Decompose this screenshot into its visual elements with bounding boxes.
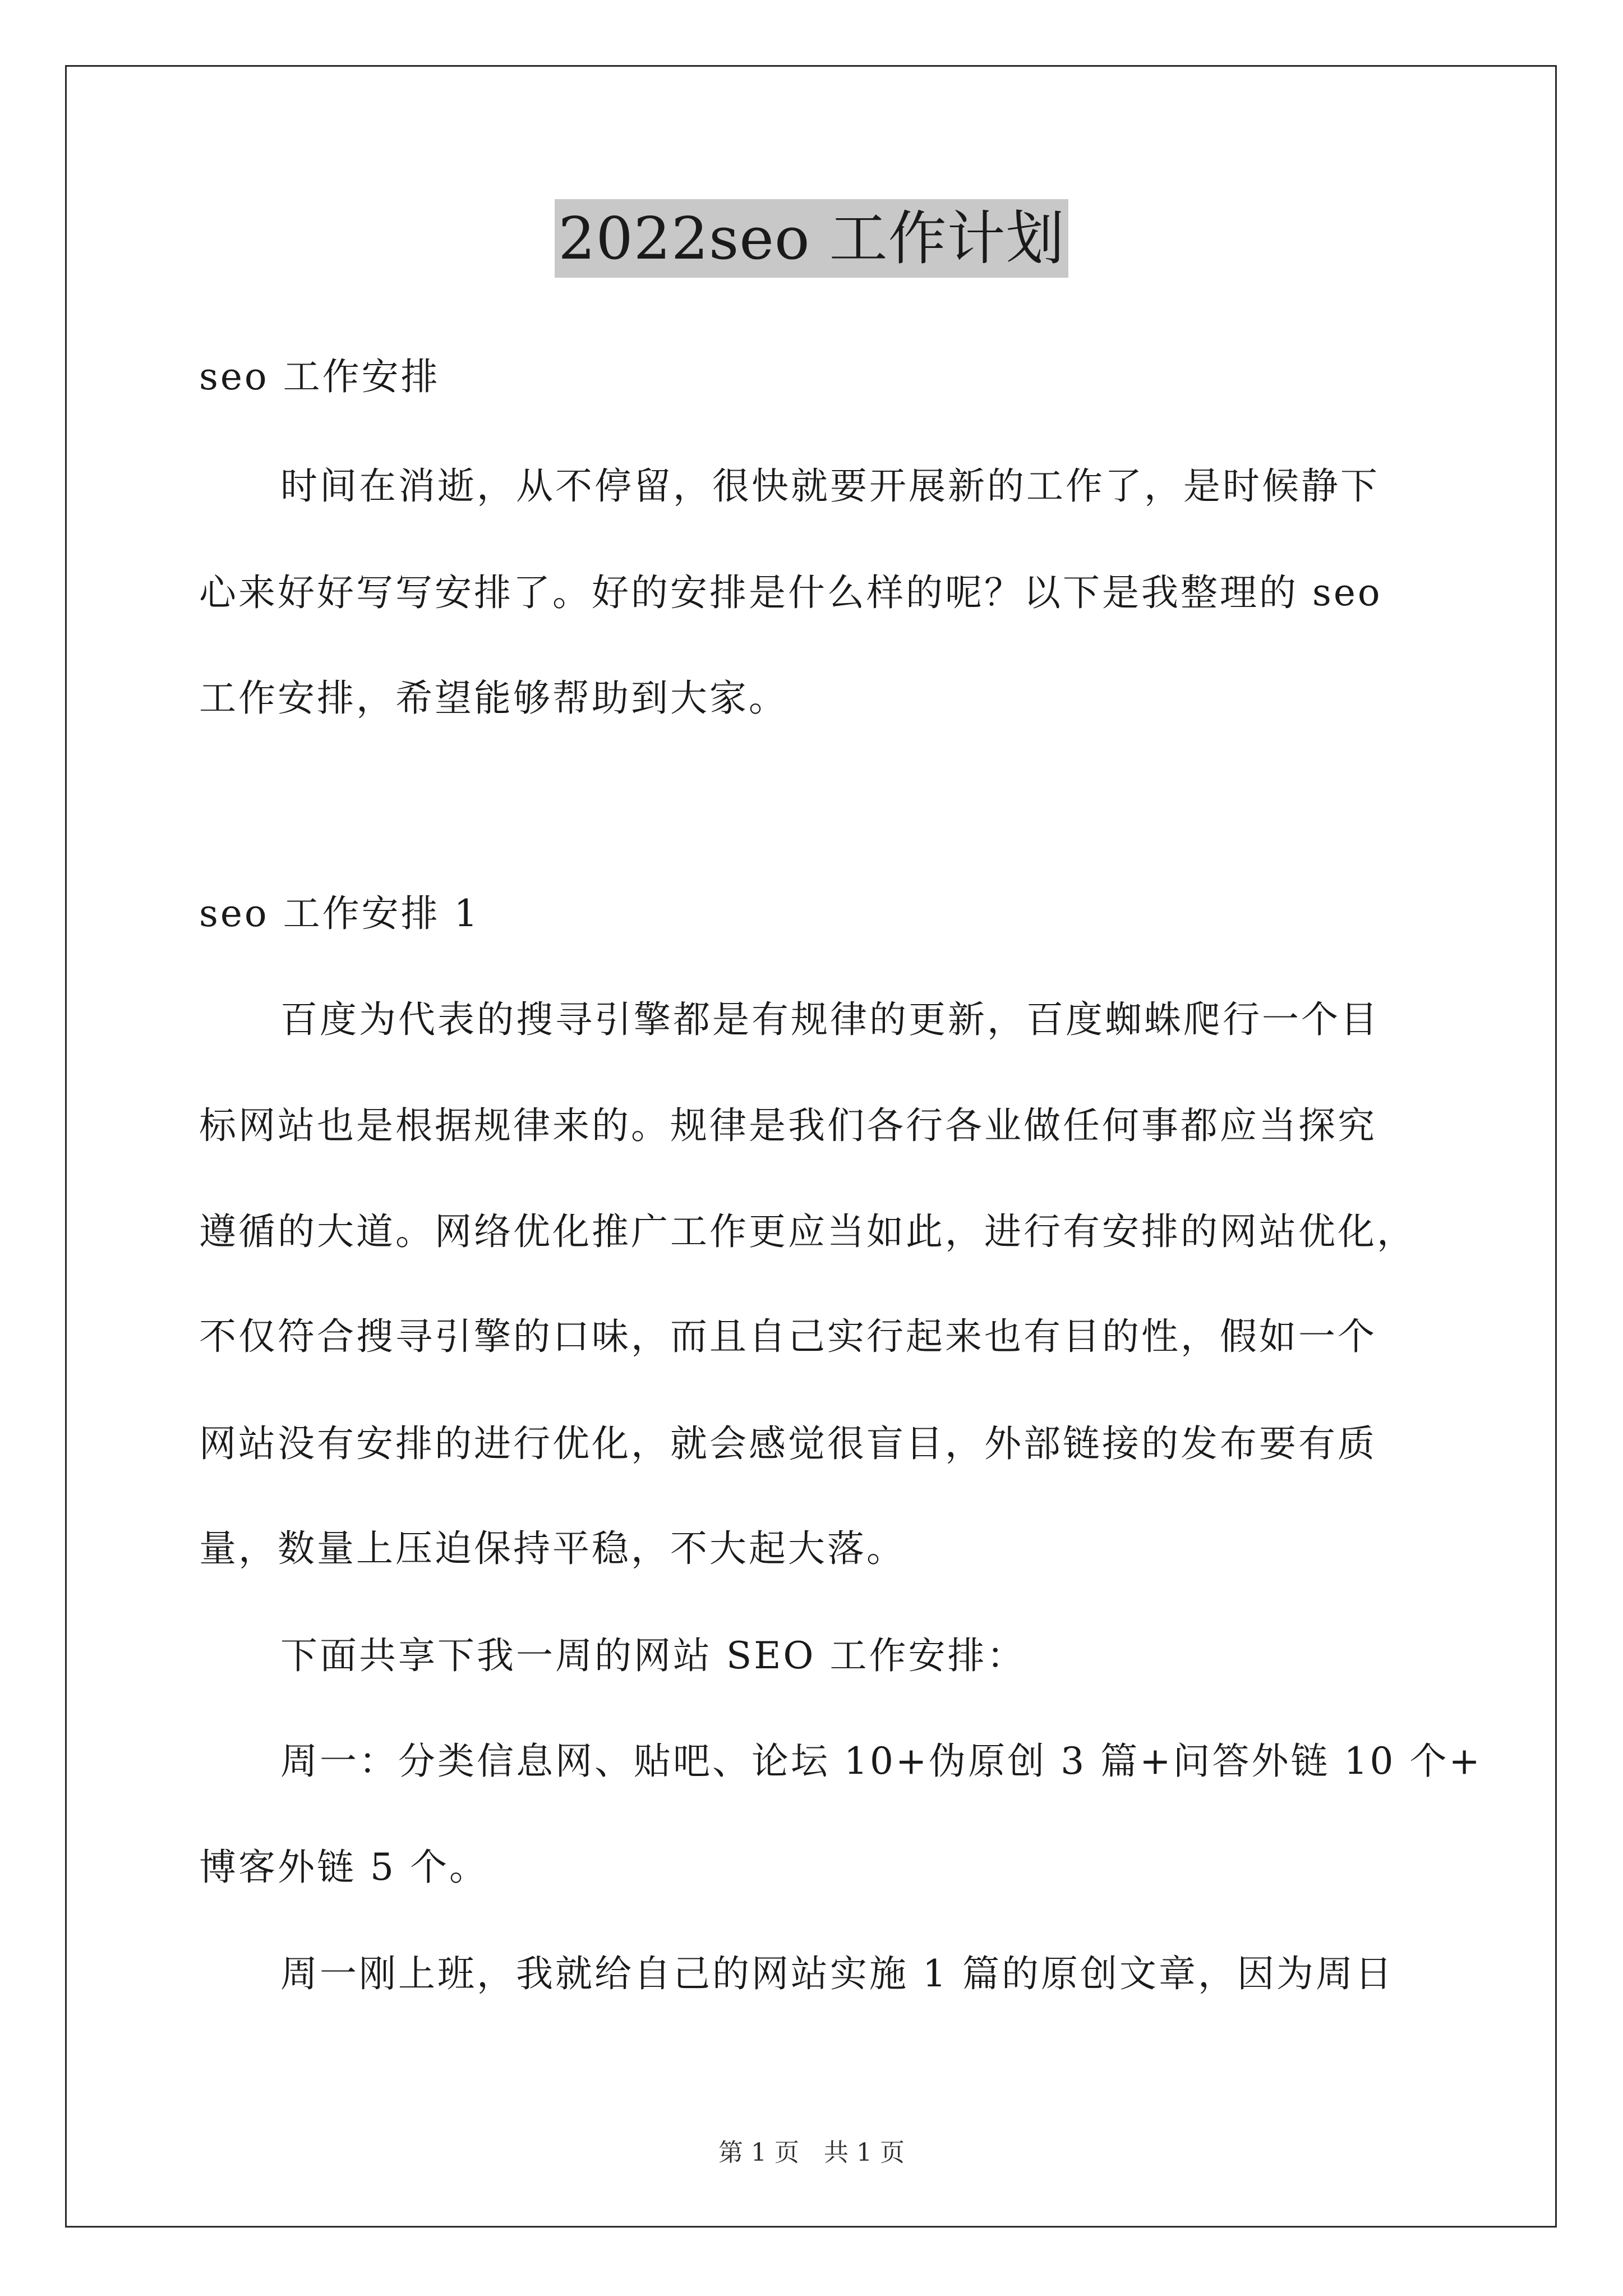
section-heading: seo 工作安排 1 [199,892,480,935]
paragraph-line: 周一刚上班，我就给自己的网站实施 1 篇的原创文章，因为周日 [280,1952,1394,1995]
paragraph-line: 网站没有安排的进行优化，就会感觉很盲目，外部链接的发布要有质 [199,1422,1377,1465]
paragraph-line: 下面共享下我一周的网站 SEO 工作安排： [280,1634,1026,1677]
paragraph-line: 百度为代表的搜寻引擎都是有规律的更新，百度蜘蛛爬行一个目 [280,998,1380,1041]
paragraph-line: 博客外链 5 个。 [199,1846,488,1889]
paragraph-line: 时间在消逝，从不停留，很快就要开展新的工作了，是时候静下 [280,464,1380,508]
page-footer: 第 1 页 共 1 页 [718,2138,905,2167]
paragraph-line: 工作安排，希望能够帮助到大家。 [199,677,788,720]
paragraph-line: 周一：分类信息网、贴吧、论坛 10+伪原创 3 篇+问答外链 10 个+ [280,1740,1482,1783]
document-title-text: 2022seo 工作计划 [555,199,1068,278]
document-title [0,199,1623,278]
paragraph-line: 遵循的大道。网络优化推广工作更应当如此，进行有安排的网站优化， [199,1210,1416,1253]
paragraph-line: 不仅符合搜寻引擎的口味，而且自己实行起来也有目的性，假如一个 [199,1315,1377,1358]
paragraph-line: 心来好好写写安排了。好的安排是什么样的呢？以下是我整理的 seo [199,571,1382,614]
paragraph-line: 量，数量上压迫保持平稳，不大起大落。 [199,1527,906,1570]
section-heading: seo 工作安排 [199,355,440,398]
paragraph-line: 标网站也是根据规律来的。规律是我们各行各业做任何事都应当探究 [199,1104,1377,1147]
